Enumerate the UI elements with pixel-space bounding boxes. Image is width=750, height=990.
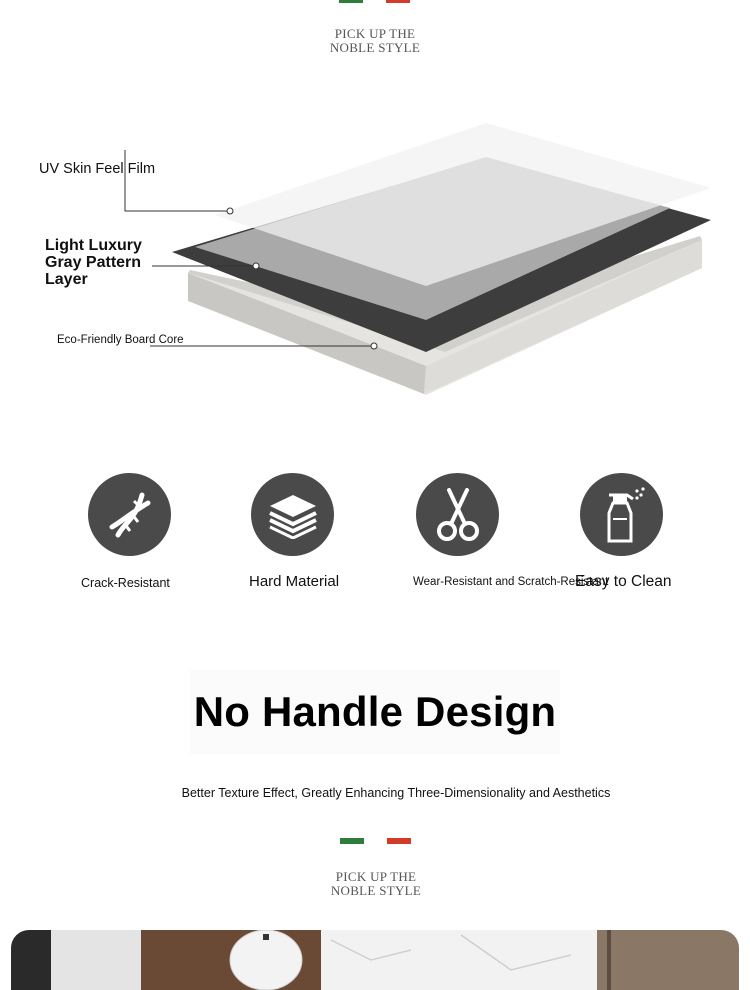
feature-hard-material xyxy=(251,473,334,556)
feature-label-clean: Easy to Clean xyxy=(575,573,672,590)
flag-green-bar xyxy=(339,0,363,3)
uv-film-label: UV Skin Feel Film xyxy=(39,161,156,177)
gray-pattern-label: Light Luxury Gray Pattern Layer xyxy=(45,237,142,288)
feature-label-wear: Wear-Resistant and Scratch-Resistant xyxy=(413,576,609,588)
tagline-line-1-bottom: PICK UP THE xyxy=(335,869,417,884)
product-photo xyxy=(11,930,739,990)
feature-crack-resistant xyxy=(88,473,171,556)
flag-red-bar xyxy=(386,0,410,3)
tagline-line-1: PICK UP THE xyxy=(334,26,416,41)
dna-icon xyxy=(104,489,156,541)
layers-icon xyxy=(266,491,320,539)
feature-wear-resistant xyxy=(416,473,499,556)
feature-easy-clean xyxy=(580,473,663,556)
product-photo-art xyxy=(11,930,739,990)
uv-leader-dot xyxy=(227,208,233,214)
tagline-line-2: NOBLE STYLE xyxy=(329,40,421,55)
section-title: No Handle Design xyxy=(190,670,560,754)
core-leader-dot xyxy=(371,343,377,349)
board-core-label: Eco-Friendly Board Core xyxy=(57,334,184,346)
section-subtitle: Better Texture Effect, Greatly Enhancing Three-Dimensionality and Aesthetics xyxy=(181,786,611,800)
uv-leader-line xyxy=(125,150,230,211)
scissors-icon xyxy=(433,486,483,544)
brand-tagline-bottom xyxy=(276,870,476,898)
flag-red-bar-2 xyxy=(387,838,411,844)
tagline-line-2-bottom: NOBLE STYLE xyxy=(330,883,422,898)
flag-green-bar-2 xyxy=(340,838,364,844)
brand-tagline-top xyxy=(275,27,475,55)
feature-label-crack: Crack-Resistant xyxy=(81,576,170,590)
feature-label-hard: Hard Material xyxy=(249,573,340,590)
spray-bottle-icon xyxy=(597,485,647,545)
gray-leader-dot xyxy=(253,263,259,269)
